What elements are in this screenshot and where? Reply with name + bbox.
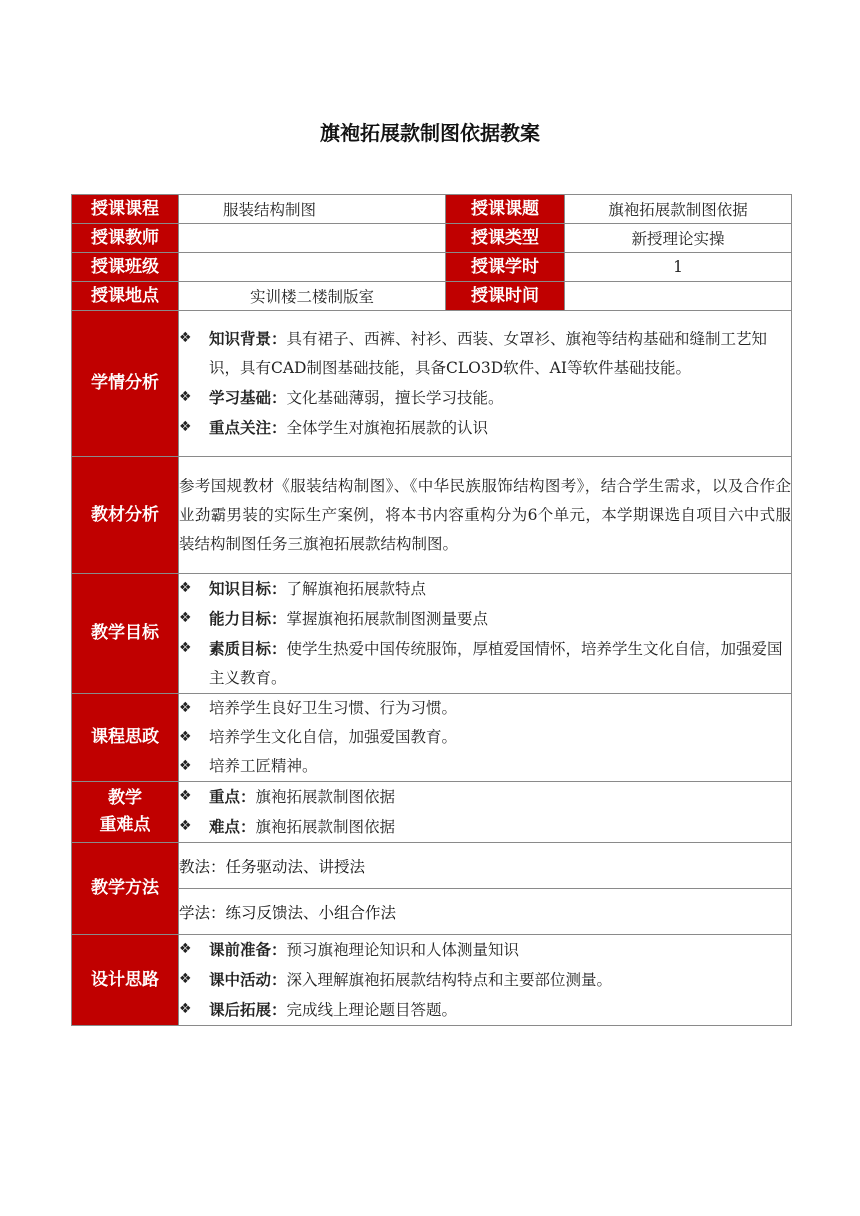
learning-method: 学法：练习反馈法、小组合作法 [179,889,792,935]
location-label: 授课地点 [72,282,179,311]
list-item: ❖ 培养学生文化自信，加强爱国教育。 [179,723,791,752]
diamond-bullet-icon: ❖ [179,758,192,774]
page-title: 旗袍拓展款制图依据教案 [320,121,540,145]
diamond-bullet-icon: ❖ [179,389,192,405]
row-ideology [72,694,792,782]
row-teacher [72,224,792,253]
location-value: 实训楼二楼制版室 [179,282,446,311]
list-item: ❖ 知识背景：具有裙子、西裤、衬衫、西装、女罩衫、旗袍等结构基础和缝制工艺知识，具有CAD制图基础技能，具备CLO3D软件、AI等软件基础技能。 [179,324,791,383]
class-label: 授课班级 [72,253,179,282]
lesson-plan-table [71,194,792,1026]
list-item: ❖ 课中活动：深入理解旗袍拓展款结构特点和主要部位测量。 [179,965,791,995]
diamond-bullet-icon: ❖ [179,729,192,745]
diamond-bullet-icon: ❖ [179,419,192,435]
diamond-bullet-icon: ❖ [179,700,192,716]
time-value [565,282,792,311]
topic-label: 授课课题 [446,195,565,224]
course-value: 服装结构制图 [179,195,446,224]
list-item: ❖ 课后拓展：完成线上理论题目答题。 [179,995,791,1025]
row-learner-analysis [72,311,792,457]
objectives-content [179,574,792,694]
teacher-label: 授课教师 [72,224,179,253]
diamond-bullet-icon: ❖ [179,818,192,834]
design-content [179,935,792,1026]
type-value: 新授理论实操 [565,224,792,253]
hours-value: 1 [565,253,792,282]
list-item: ❖ 培养工匠精神。 [179,752,791,781]
list-item: ❖ 素质目标：使学生热爱中国传统服饰，厚植爱国情怀，培养学生文化自信，加强爱国主义教育。 [179,634,791,693]
ideology-content [179,694,792,782]
list-item: ❖ 重点：旗袍拓展款制图依据 [179,782,791,812]
diamond-bullet-icon: ❖ [179,580,192,596]
methods-label: 教学方法 [72,843,179,935]
ideology-label: 课程思政 [72,694,179,782]
diamond-bullet-icon: ❖ [179,788,192,804]
time-label: 授课时间 [446,282,565,311]
material-analysis-text: 参考国规教材《服装结构制图》、《中华民族服饰结构图考》，结合学生需求，以及合作企业劲霸男装的实际生产案例，将本书内容重构分为6个单元，本学期课选自项目六中式服装结构制图任务三旗袍拓展款结构制图。 [179,457,792,574]
teacher-value [179,224,446,253]
class-value [179,253,446,282]
row-methods-learning [72,889,792,935]
topic-value: 旗袍拓展款制图依据 [565,195,792,224]
diamond-bullet-icon: ❖ [179,330,192,346]
row-design [72,935,792,1026]
row-methods-teaching [72,843,792,889]
list-item: ❖ 学习基础：文化基础薄弱，擅长学习技能。 [179,383,791,413]
learner-analysis-content [179,311,792,457]
hours-label: 授课学时 [446,253,565,282]
diamond-bullet-icon: ❖ [179,640,192,656]
objectives-label: 教学目标 [72,574,179,694]
teaching-method: 教法：任务驱动法、讲授法 [179,843,792,889]
list-item: ❖ 难点：旗袍拓展款制图依据 [179,812,791,842]
difficulty-label: 教学 重难点 [72,782,179,843]
design-label: 设计思路 [72,935,179,1026]
material-analysis-label: 教材分析 [72,457,179,574]
row-location [72,282,792,311]
row-material-analysis [72,457,792,574]
row-objectives [72,574,792,694]
list-item: ❖ 能力目标：掌握旗袍拓展款制图测量要点 [179,604,791,634]
diamond-bullet-icon: ❖ [179,610,192,626]
course-label: 授课课程 [72,195,179,224]
diamond-bullet-icon: ❖ [179,1001,192,1017]
diamond-bullet-icon: ❖ [179,971,192,987]
diamond-bullet-icon: ❖ [179,941,192,957]
row-difficulty [72,782,792,843]
learner-analysis-label: 学情分析 [72,311,179,457]
list-item: ❖ 课前准备：预习旗袍理论知识和人体测量知识 [179,935,791,965]
difficulty-content [179,782,792,843]
list-item: ❖ 知识目标：了解旗袍拓展款特点 [179,574,791,604]
row-class [72,253,792,282]
row-course [72,195,792,224]
list-item: ❖ 重点关注：全体学生对旗袍拓展款的认识 [179,413,791,443]
list-item: ❖ 培养学生良好卫生习惯、行为习惯。 [179,694,791,723]
type-label: 授课类型 [446,224,565,253]
